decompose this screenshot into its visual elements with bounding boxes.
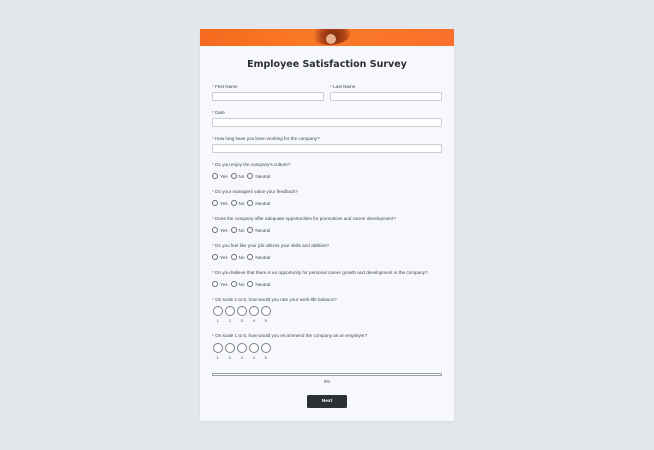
tenure-input[interactable] bbox=[212, 144, 442, 153]
radio-group-culture bbox=[212, 173, 273, 179]
scale-number: 3 bbox=[240, 355, 243, 360]
radio-option-neutral[interactable] bbox=[247, 254, 270, 260]
radio-label: Neutral bbox=[255, 173, 271, 179]
required-mark: * bbox=[212, 136, 214, 141]
radio-circle[interactable] bbox=[247, 200, 253, 206]
radio-option-no[interactable] bbox=[231, 227, 245, 233]
scale-number: 2 bbox=[228, 318, 231, 323]
radio-option-neutral[interactable] bbox=[247, 173, 270, 179]
scale-circle[interactable] bbox=[237, 306, 247, 316]
scale-option-4[interactable] bbox=[248, 343, 260, 360]
radio-option-no[interactable] bbox=[231, 200, 245, 206]
radio-circle[interactable] bbox=[212, 173, 218, 179]
required-mark: * bbox=[212, 110, 214, 115]
question-skills-label bbox=[212, 243, 329, 248]
radio-label: Neutral bbox=[255, 281, 271, 287]
radio-circle[interactable] bbox=[231, 254, 237, 260]
radio-group-feedback bbox=[212, 200, 273, 206]
scale-option-1[interactable] bbox=[212, 343, 224, 360]
scale-number: 4 bbox=[252, 355, 255, 360]
radio-circle[interactable] bbox=[247, 281, 253, 287]
scale-circle[interactable] bbox=[225, 306, 235, 316]
question-text: Do you enjoy the company's culture? bbox=[215, 162, 291, 167]
required-mark: * bbox=[212, 189, 214, 194]
required-mark: * bbox=[212, 243, 214, 248]
scale-option-2[interactable] bbox=[224, 306, 236, 323]
survey-card bbox=[200, 29, 454, 421]
scale-group-work-life bbox=[212, 306, 272, 323]
radio-label: Neutral bbox=[255, 254, 271, 260]
form-title: Employee Satisfaction Survey bbox=[247, 59, 407, 70]
radio-label: No bbox=[238, 200, 245, 206]
radio-circle[interactable] bbox=[212, 254, 218, 260]
radio-label: Yes bbox=[220, 281, 228, 287]
progress-bar bbox=[212, 373, 442, 376]
radio-option-no[interactable] bbox=[231, 281, 245, 287]
radio-option-yes[interactable] bbox=[212, 254, 228, 260]
question-feedback-label bbox=[212, 189, 298, 194]
scale-option-4[interactable] bbox=[248, 306, 260, 323]
scale-circle[interactable] bbox=[225, 343, 235, 353]
header-banner bbox=[200, 29, 454, 46]
radio-label: Yes bbox=[220, 200, 228, 206]
radio-circle[interactable] bbox=[231, 227, 237, 233]
required-mark: * bbox=[212, 84, 214, 89]
progress-label: 0% bbox=[323, 379, 331, 384]
scale-option-5[interactable] bbox=[260, 343, 272, 360]
date-label bbox=[212, 110, 225, 115]
question-text: Does the company offer adequate opportunities for promotions and career development? bbox=[215, 216, 396, 221]
radio-label: No bbox=[238, 281, 245, 287]
radio-circle[interactable] bbox=[247, 227, 253, 233]
question-recommend-label bbox=[212, 333, 367, 338]
radio-option-neutral[interactable] bbox=[247, 200, 270, 206]
radio-group-promotions bbox=[212, 227, 273, 233]
scale-number: 5 bbox=[264, 318, 267, 323]
radio-circle[interactable] bbox=[212, 227, 218, 233]
next-button[interactable]: Next bbox=[307, 395, 347, 408]
banner-graphic-highlight bbox=[326, 34, 336, 44]
radio-label: Yes bbox=[220, 254, 228, 260]
tenure-label bbox=[212, 136, 320, 141]
date-label-text: Date bbox=[215, 110, 225, 115]
radio-circle[interactable] bbox=[231, 200, 237, 206]
radio-label: No bbox=[238, 173, 245, 179]
scale-circle[interactable] bbox=[237, 343, 247, 353]
scale-option-2[interactable] bbox=[224, 343, 236, 360]
radio-label: No bbox=[238, 227, 245, 233]
question-promotions-label bbox=[212, 216, 396, 221]
required-mark: * bbox=[212, 297, 214, 302]
radio-label: Neutral bbox=[255, 227, 271, 233]
scale-group-recommend bbox=[212, 343, 272, 360]
question-growth-label bbox=[212, 270, 428, 275]
first-name-label bbox=[212, 84, 238, 89]
required-mark: * bbox=[212, 270, 214, 275]
required-mark: * bbox=[212, 333, 214, 338]
radio-group-growth bbox=[212, 281, 273, 287]
scale-option-3[interactable] bbox=[236, 306, 248, 323]
last-name-label-text: Last Name bbox=[333, 84, 356, 89]
scale-number: 1 bbox=[216, 355, 219, 360]
first-name-label-text: First Name bbox=[215, 84, 238, 89]
first-name-input[interactable] bbox=[212, 92, 324, 101]
scale-number: 4 bbox=[252, 318, 255, 323]
radio-circle[interactable] bbox=[247, 254, 253, 260]
scale-number: 5 bbox=[264, 355, 267, 360]
radio-circle[interactable] bbox=[212, 200, 218, 206]
scale-number: 3 bbox=[240, 318, 243, 323]
radio-circle[interactable] bbox=[212, 281, 218, 287]
question-text: On scale 1 to 5, how would you rate your work-life balance? bbox=[215, 297, 337, 302]
question-text: On scale 1 to 5, how would you recommend the company as an employer? bbox=[215, 333, 368, 338]
scale-number: 2 bbox=[228, 355, 231, 360]
scale-circle[interactable] bbox=[213, 343, 223, 353]
radio-label: No bbox=[238, 254, 245, 260]
radio-label: Neutral bbox=[255, 200, 271, 206]
scale-circle[interactable] bbox=[213, 306, 223, 316]
required-mark: * bbox=[330, 84, 332, 89]
last-name-label bbox=[330, 84, 355, 89]
question-text: Do you believe that there is an opportunity for personal career growth and development in the company? bbox=[215, 270, 428, 275]
scale-circle[interactable] bbox=[249, 306, 259, 316]
radio-label: Yes bbox=[220, 173, 228, 179]
required-mark: * bbox=[212, 162, 214, 167]
radio-option-yes[interactable] bbox=[212, 200, 228, 206]
radio-option-no[interactable] bbox=[231, 254, 245, 260]
radio-group-skills bbox=[212, 254, 273, 260]
scale-circle[interactable] bbox=[261, 306, 271, 316]
radio-option-neutral[interactable] bbox=[247, 281, 270, 287]
required-mark: * bbox=[212, 216, 214, 221]
last-name-input[interactable] bbox=[330, 92, 442, 101]
scale-option-3[interactable] bbox=[236, 343, 248, 360]
radio-label: Yes bbox=[220, 227, 228, 233]
date-input[interactable] bbox=[212, 118, 442, 127]
question-text: Do your managers value your feedback? bbox=[215, 189, 298, 194]
radio-option-neutral[interactable] bbox=[247, 227, 270, 233]
radio-circle[interactable] bbox=[231, 281, 237, 287]
scale-number: 1 bbox=[216, 318, 219, 323]
question-culture-label bbox=[212, 162, 290, 167]
tenure-label-text: How long have you been working for the company? bbox=[215, 136, 320, 141]
radio-circle[interactable] bbox=[247, 173, 253, 179]
question-text: Do you feel like your job utilizes your skills and abilities? bbox=[215, 243, 329, 248]
question-work-life-label bbox=[212, 297, 337, 302]
radio-option-yes[interactable] bbox=[212, 227, 228, 233]
radio-option-no[interactable] bbox=[231, 173, 245, 179]
radio-circle[interactable] bbox=[231, 173, 237, 179]
scale-option-5[interactable] bbox=[260, 306, 272, 323]
scale-circle[interactable] bbox=[261, 343, 271, 353]
scale-circle[interactable] bbox=[249, 343, 259, 353]
scale-option-1[interactable] bbox=[212, 306, 224, 323]
radio-option-yes[interactable] bbox=[212, 173, 228, 179]
radio-option-yes[interactable] bbox=[212, 281, 228, 287]
